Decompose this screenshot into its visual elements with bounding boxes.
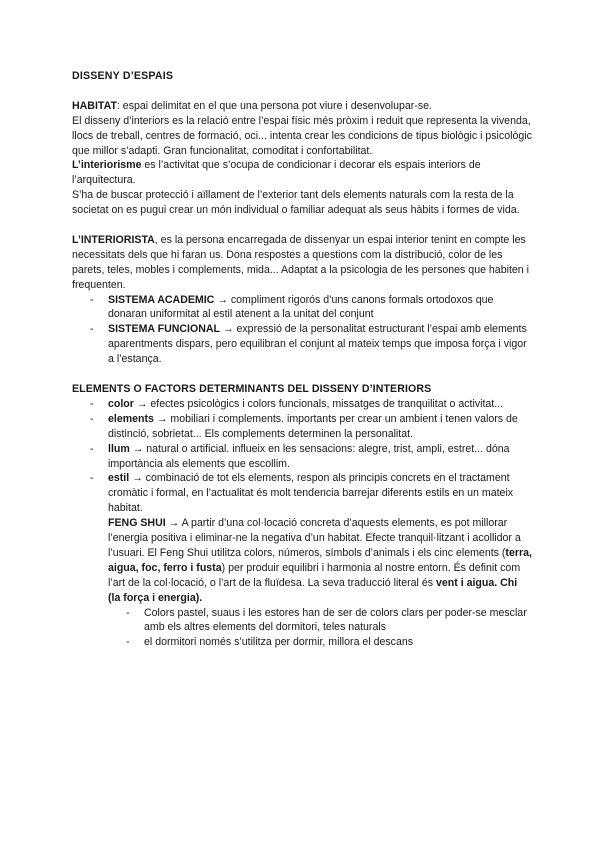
system-definition: → expressió de la personalitat estructurant l’espai amb elements aparentments dispars, pero equilibran el conjunt al mateix temps que imposa força i vigor a l’estança.	[108, 323, 527, 366]
element-term: color	[108, 397, 134, 410]
interiorista-term: L’INTERIORISTA	[72, 233, 155, 246]
elements-list	[72, 397, 532, 516]
interiors-paragraph: El disseny d’interiors es la relació entre l’espai físic més pròxim i reduit que representa la vivenda, llocs de treball, centres de formació, oci... intenta crear les condicions de tipus biològic i psicològic que millor s’adapti. Gran funcionalitat, comoditat i confortabilitat.	[72, 114, 532, 157]
list-item	[72, 293, 532, 323]
element-term: estil	[108, 472, 130, 485]
list-item	[72, 471, 532, 516]
interiorisme-term: L’interiorisme	[72, 159, 142, 172]
interiorista-definition: , es la persona encarregada de dissenyar un espai interior tenint en compte les necessitats dels que hi faran us. Dona respostes a questions com la distribució, color de les parets, teles, mobles i complements, mida... Adaptat a la psicologia de les persones que habiten i frequenten.	[72, 233, 529, 291]
interiorista-paragraph	[72, 233, 532, 293]
feng-shui-five-elements: terra, aigua, foc, ferro i fusta	[108, 546, 532, 574]
systems-list	[72, 293, 532, 368]
list-item	[72, 442, 532, 472]
list-item: - el dormitori només s’utilitza per dormir, millora el descans	[72, 635, 532, 650]
feng-shui-term: FENG SHUI	[108, 517, 166, 530]
system-term: SISTEMA FUNCIONAL	[108, 323, 221, 336]
section-title-elements: ELEMENTS O FACTORS DETERMINANTS DEL DISSENY D’INTERIORS	[72, 382, 432, 395]
document-body	[72, 69, 532, 650]
feng-shui-text-part2: ) per produir equilibri i harmonia al nostre entorn. És definit com l’art de la col·locació, o l’art de la fluïdesa. La seva traducció literal és	[108, 561, 521, 589]
list-item	[72, 322, 532, 367]
element-definition: → natural o artificial. influeix en les sensacions: alegre, trist, ampli, estret... dóna importància als elements que escollim.	[108, 442, 510, 470]
feng-shui-translation: vent i aigua. Chi (la força i energia).	[108, 576, 518, 604]
element-definition: → combinació de tot els elements, respon als principis concrets en el tractament cromàtic i formal, en l’actualitat és molt tendencia barrejar diferents estils en un mateix habitat.	[108, 472, 514, 515]
protection-paragraph: S’ha de buscar protecció i aïllament de l’exterior tant dels elements naturals com la resta de la societat on es pugui crear un món individual o familiar adequat als seus hàbits i formes de vida.	[72, 189, 520, 217]
element-term: elements	[108, 412, 154, 425]
element-definition: → mobiliari i complements. importants per crear un ambient i tenen valors de distinció, sobrietat... Els complements determinen la personalitat.	[108, 412, 518, 440]
page-title: DISSENY D’ESPAIS	[72, 70, 174, 82]
feng-shui-text-part1: → A partir d’una col·locació concreta d’aquests elements, es pot millorar l’energia positiva i eliminar-ne la negativa d’un habitat. Efecte tranquil·litzant i acollidor a l’usuari. El Feng Shui utilitza colors, números, símbols d’animals i els cinc elements (	[108, 517, 521, 559]
list-item	[72, 397, 532, 412]
list-item	[72, 412, 532, 442]
feng-shui-sublist	[72, 606, 532, 651]
habitat-paragraph	[72, 99, 532, 114]
habitat-term: HABITAT	[72, 99, 117, 112]
list-item: - Colors pastel, suaus i les estores han de ser de colors clars per poder-se mesclar amb els altres elements del dormitori, teles naturals	[72, 606, 532, 636]
interiorisme-paragraph	[72, 158, 532, 188]
interiorisme-definition: es l’activitat que s’ocupa de condicionar i decorar els espais interiors de l’arquitectura.	[72, 159, 481, 187]
element-definition: → efectes psicològics i colors funcionals, missatges de tranquilitat o activitat...	[133, 397, 504, 410]
habitat-definition: : espai delimitat en el que una persona pot viure i desenvolupar-se.	[116, 99, 432, 112]
element-term: llum	[108, 442, 130, 455]
system-term: SISTEMA ACADEMIC	[108, 293, 215, 306]
feng-shui-paragraph	[72, 516, 532, 605]
system-definition: → compliment rigorós d’uns canons formals ortodoxos que donaran uniformitat al estil atenent a la unitat del conjunt	[108, 293, 494, 321]
